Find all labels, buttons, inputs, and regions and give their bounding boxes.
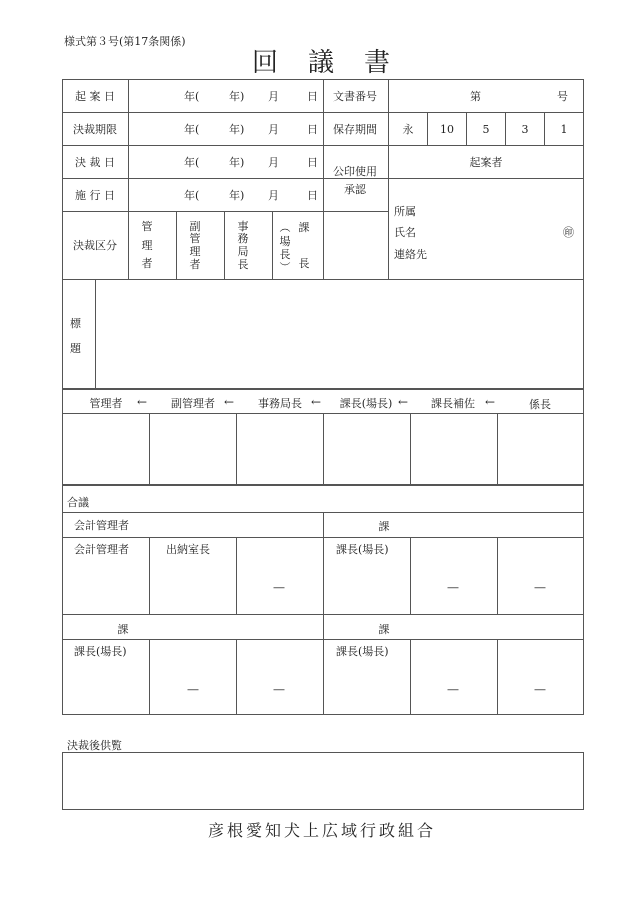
arrow-left-icon: ←	[137, 395, 148, 409]
label-kacho-lower-left: 課長(場長)	[74, 645, 127, 658]
label-kessai-date: 決 裁 日	[75, 156, 115, 169]
retention-option-10[interactable]: 10	[440, 123, 454, 136]
dash: ―	[187, 683, 199, 696]
label-ka-upper-right: 課	[378, 520, 390, 533]
dash: ―	[534, 581, 546, 594]
retention-option-3[interactable]: 3	[521, 123, 529, 136]
dash: ―	[534, 683, 546, 696]
retention-option-5[interactable]: 5	[482, 123, 490, 136]
label-kessai-kubun: 決裁区分	[73, 239, 117, 252]
label-ka-lower-right: 課	[378, 623, 390, 636]
dash: ―	[447, 683, 459, 696]
label-kacho-lower-right: 課長(場長)	[336, 645, 389, 658]
chain-assistant-chief: 課長補佐	[431, 397, 475, 410]
stamp-cell-deputy-manager[interactable]	[150, 414, 235, 484]
chain-section-chief: 課長(場長)	[339, 397, 393, 410]
label-kacho-upper-right: 課長(場長)	[336, 543, 389, 556]
dash: ―	[273, 683, 285, 696]
label-doc-number: 文書番号	[333, 90, 377, 103]
subject-input[interactable]	[97, 281, 582, 387]
doc-number-input[interactable]	[480, 84, 554, 108]
label-subject-1: 標	[70, 317, 81, 330]
arrow-left-icon: ←	[311, 395, 322, 409]
label-retention: 保存期間	[333, 123, 377, 136]
label-name: 氏名	[394, 226, 416, 239]
label-kessai-kigen: 決裁期限	[73, 123, 117, 136]
retention-option-1[interactable]: 1	[560, 123, 568, 136]
doc-number-go: 号	[557, 90, 568, 103]
label-accounting-header: 会計管理者	[74, 519, 129, 532]
label-contact: 連絡先	[394, 248, 427, 261]
label-seal-approval: 承認	[344, 183, 366, 196]
dash: ―	[447, 581, 459, 594]
chain-deputy-manager: 副管理者	[171, 397, 215, 410]
label-seal-use: 公印使用	[333, 165, 377, 178]
label-subject-2: 題	[70, 342, 81, 355]
chain-subsection-chief: 係長	[529, 398, 551, 411]
label-treasury-chief: 出納室長	[166, 543, 210, 556]
chain-manager: 管理者	[89, 397, 123, 410]
stamp-cell-manager[interactable]	[63, 414, 148, 484]
form-number-label: 様式第３号(第17条関係)	[64, 35, 186, 48]
label-ka-lower-left: 課	[117, 623, 129, 636]
stamp-cell-secretary-general[interactable]	[237, 414, 322, 484]
label-accounting-manager: 会計管理者	[74, 543, 129, 556]
stamp-cell-subsection-chief[interactable]	[498, 414, 583, 484]
label-shikou-date: 施 行 日	[75, 189, 115, 202]
label-drafter: 起案者	[469, 156, 503, 169]
stamp-cell-section-chief[interactable]	[324, 414, 409, 484]
dash: ―	[273, 581, 285, 594]
organization-name: 彦根愛知犬上広域行政組合	[207, 821, 437, 840]
seal-approval-stamp-area[interactable]	[325, 212, 387, 278]
label-post-review: 決裁後供覧	[67, 739, 122, 752]
retention-option-permanent[interactable]: 永	[402, 123, 414, 136]
chain-secretary-general: 事務局長	[258, 397, 302, 410]
label-kian-date: 起 案 日	[75, 90, 115, 103]
arrow-left-icon: ←	[224, 395, 235, 409]
arrow-left-icon: ←	[485, 395, 496, 409]
label-consult: 合議	[67, 496, 89, 509]
seal-mark-icon: ㊞	[563, 226, 574, 239]
stamp-cell-assistant-chief[interactable]	[411, 414, 496, 484]
document-title: 回 議 書	[251, 48, 393, 78]
post-review-box[interactable]	[62, 752, 584, 810]
doc-number-dai: 第	[470, 90, 481, 103]
arrow-left-icon: ←	[398, 395, 409, 409]
label-affiliation: 所属	[394, 205, 416, 218]
